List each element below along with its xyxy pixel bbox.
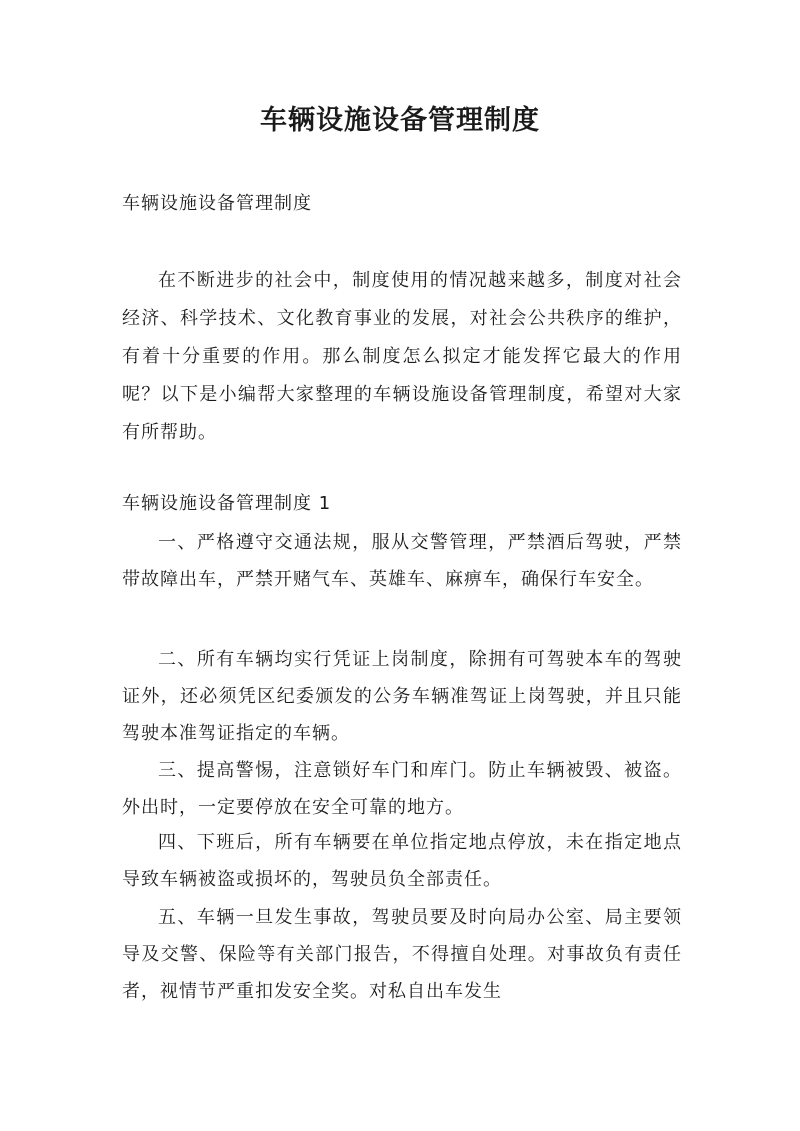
intro-paragraph: 在不断进步的社会中，制度使用的情况越来越多，制度对社会经济、科学技术、文化教育事业的发展，对社会公共秩序的维护，有着十分重要的作用。那么制度怎么拟定才能发挥它最大的作用呢？以下是小编帮大家整理的车辆设施设备管理制度，希望对大家有所帮助。: [122, 270, 682, 443]
rule-item-1: 一、严格遵守交通法规，服从交警管理，严禁酒后驾驶，严禁带故障出车，严禁开赌气车、英雄车、麻痹车，确保行车安全。: [122, 532, 682, 590]
document-title: 车辆设施设备管理制度: [260, 105, 540, 136]
rule-item-5: 五、车辆一旦发生事故，驾驶员要及时向局办公室、局主要领导及交警、保险等有关部门报告，不得擅自处理。对事故负有责任者，视情节严重扣发安全奖。对私自出车发生: [122, 907, 682, 1002]
rule-item-3: 三、提高警惕，注意锁好车门和库门。防止车辆被毁、被盗。外出时，一定要停放在安全可靠的地方。: [122, 760, 682, 818]
rule-item-4: 四、下班后，所有车辆要在单位指定地点停放，未在指定地点导致车辆被盗或损坏的，驾驶员负全部责任。: [122, 832, 682, 890]
rule-item-2: 二、所有车辆均实行凭证上岗制度，除拥有可驾驶本车的驾驶证外，还必须凭区纪委颁发的公务车辆准驾证上岗驾驶，并且只能驾驶本准驾证指定的车辆。: [122, 649, 682, 744]
section-label: 车辆设施设备管理制度 1: [122, 493, 332, 514]
document-subtitle: 车辆设施设备管理制度: [122, 193, 312, 214]
